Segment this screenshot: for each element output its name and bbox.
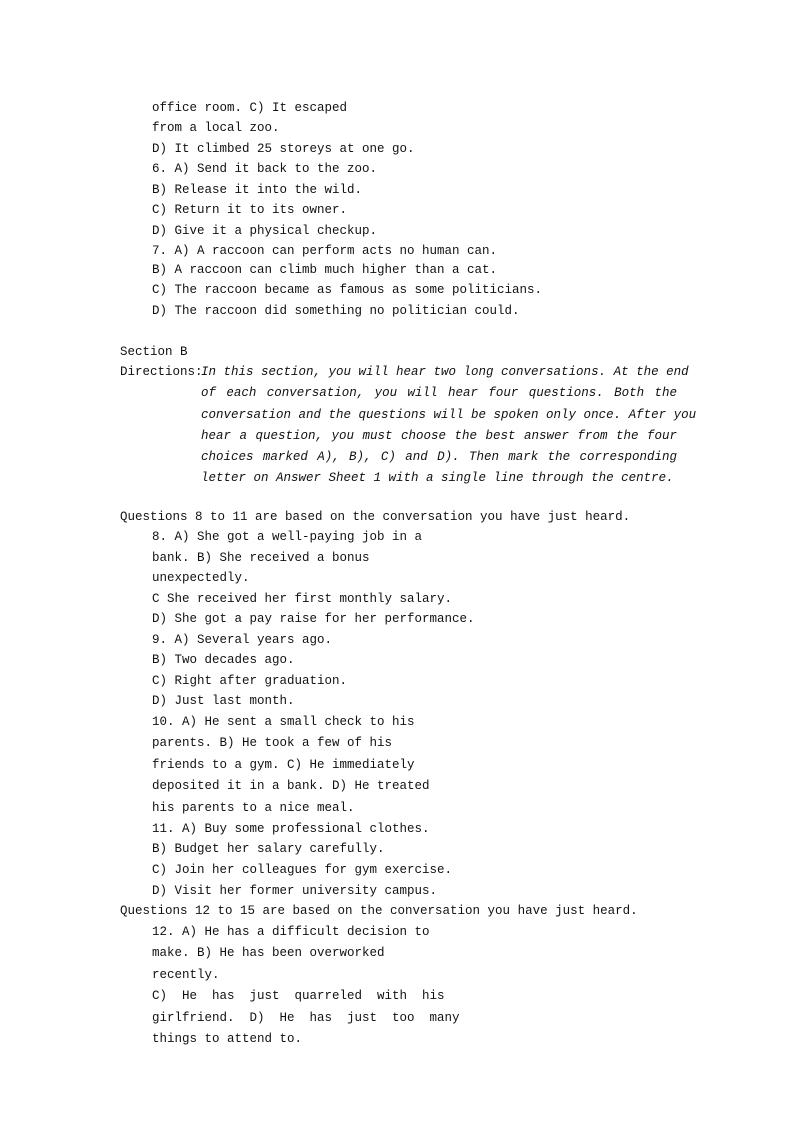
q12-line-5: girlfriend. D) He has just too many	[152, 1011, 460, 1025]
q8-line-2: bank. B) She received a bonus	[152, 551, 370, 565]
group1-header: Questions 8 to 11 are based on the conversation you have just heard.	[120, 510, 631, 524]
q11-option-d: D) Visit her former university campus.	[152, 884, 438, 898]
directions-line-4: hear a question, you must choose the best answer from the four	[201, 429, 677, 443]
q5-line-2: from a local zoo.	[152, 121, 280, 135]
group2-header: Questions 12 to 15 are based on the conversation you have just heard.	[120, 904, 638, 918]
q8-line-3: unexpectedly.	[152, 571, 250, 585]
q9-option-b: B) Two decades ago.	[152, 653, 295, 667]
directions-line-2: of each conversation, you will hear four questions. Both the	[201, 386, 677, 400]
q7-option-a: 7. A) A raccoon can perform acts no human can.	[152, 244, 498, 258]
q10-line-1: 10. A) He sent a small check to his	[152, 715, 415, 729]
q12-line-2: make. B) He has been overworked	[152, 946, 385, 960]
q9-option-c: C) Right after graduation.	[152, 674, 348, 688]
q12-line-4: C) He has just quarreled with his	[152, 989, 445, 1003]
q11-option-a: 11. A) Buy some professional clothes.	[152, 822, 430, 836]
directions-line-5: choices marked A), B), C) and D). Then mark the corresponding	[201, 450, 677, 464]
q8-option-d: D) She got a pay raise for her performance.	[152, 612, 475, 626]
q5-option-d: D) It climbed 25 storeys at one go.	[152, 142, 415, 156]
q10-line-5: his parents to a nice meal.	[152, 801, 355, 815]
q10-line-4: deposited it in a bank. D) He treated	[152, 779, 430, 793]
q9-option-a: 9. A) Several years ago.	[152, 633, 333, 647]
q8-option-c: C She received her first monthly salary.	[152, 592, 453, 606]
q6-option-c: C) Return it to its owner.	[152, 203, 348, 217]
q6-option-d: D) Give it a physical checkup.	[152, 224, 378, 238]
q11-option-b: B) Budget her salary carefully.	[152, 842, 385, 856]
q6-option-b: B) Release it into the wild.	[152, 183, 363, 197]
q10-line-3: friends to a gym. C) He immediately	[152, 758, 415, 772]
q5-line-1: office room. C) It escaped	[152, 101, 348, 115]
q6-option-a: 6. A) Send it back to the zoo.	[152, 162, 378, 176]
q12-line-6: things to attend to.	[152, 1032, 303, 1046]
q12-line-3: recently.	[152, 968, 220, 982]
q9-option-d: D) Just last month.	[152, 694, 295, 708]
section-b-title: Section B	[120, 345, 188, 359]
q7-option-d: D) The raccoon did something no politician could.	[152, 304, 520, 318]
directions-line-1: In this section, you will hear two long conversations. At the end	[201, 365, 689, 379]
q8-line-1: 8. A) She got a well-paying job in a	[152, 530, 423, 544]
q11-option-c: C) Join her colleagues for gym exercise.	[152, 863, 453, 877]
q7-option-b: B) A raccoon can climb much higher than a cat.	[152, 263, 498, 277]
directions-label: Directions:	[120, 365, 203, 379]
q7-option-c: C) The raccoon became as famous as some politicians.	[152, 283, 543, 297]
directions-line-3: conversation and the questions will be spoken only once. After you	[201, 408, 697, 422]
q12-line-1: 12. A) He has a difficult decision to	[152, 925, 430, 939]
q10-line-2: parents. B) He took a few of his	[152, 736, 393, 750]
directions-line-6: letter on Answer Sheet 1 with a single line through the centre.	[201, 471, 674, 485]
